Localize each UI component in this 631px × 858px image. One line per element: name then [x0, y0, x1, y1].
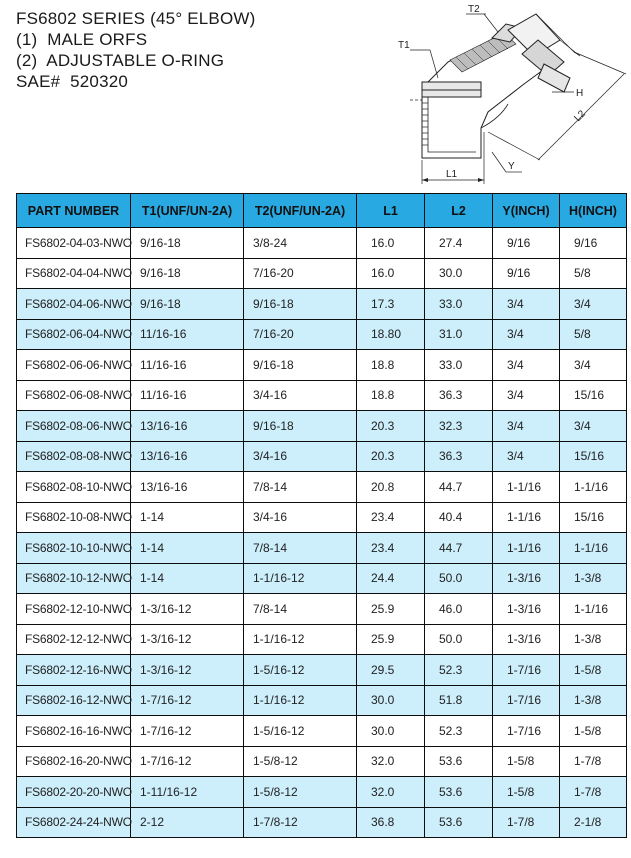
cell-part-number: FS6802-04-03-NWO [17, 228, 131, 259]
cell-y: 1-7/16 [493, 685, 560, 716]
cell-l1: 18.8 [357, 350, 425, 381]
cell-t1: 13/16-16 [131, 411, 244, 442]
table-row [17, 380, 627, 411]
label-y: Y [508, 161, 515, 172]
table-row [17, 746, 627, 777]
cell-h: 3/4 [560, 289, 627, 320]
cell-l2: 44.7 [425, 533, 493, 564]
cell-part-number: FS6802-08-06-NWO [17, 411, 131, 442]
cell-h: 2-1/8 [560, 807, 627, 838]
cell-t1: 1-14 [131, 533, 244, 564]
cell-part-number: FS6802-06-06-NWO [17, 350, 131, 381]
cell-l2: 36.3 [425, 441, 493, 472]
cell-t2: 1-5/16-12 [244, 716, 357, 747]
cell-h: 15/16 [560, 502, 627, 533]
cell-t2: 3/4-16 [244, 441, 357, 472]
cell-y: 1-3/16 [493, 563, 560, 594]
cell-h: 5/8 [560, 319, 627, 350]
cell-l2: 27.4 [425, 228, 493, 259]
t1-thread-lines [422, 103, 428, 145]
table-row [17, 624, 627, 655]
cell-l1: 20.3 [357, 441, 425, 472]
cell-part-number: FS6802-04-06-NWO [17, 289, 131, 320]
cell-t2: 1-7/8-12 [244, 807, 357, 838]
cell-l1: 20.3 [357, 411, 425, 442]
cell-part-number: FS6802-16-20-NWO [17, 746, 131, 777]
cell-l2: 31.0 [425, 319, 493, 350]
cell-y: 1-3/16 [493, 624, 560, 655]
cell-h: 1-3/8 [560, 624, 627, 655]
cell-h: 1-1/16 [560, 594, 627, 625]
cell-t2: 7/8-14 [244, 533, 357, 564]
label-l2: L2 [572, 108, 588, 125]
cell-l1: 29.5 [357, 655, 425, 686]
cell-y: 9/16 [493, 258, 560, 289]
cell-l2: 53.6 [425, 807, 493, 838]
cell-y: 1-1/16 [493, 472, 560, 503]
cell-l2: 32.3 [425, 411, 493, 442]
table-row [17, 502, 627, 533]
elbow-fitting-diagram [388, 0, 631, 190]
cell-t2: 1-5/8-12 [244, 746, 357, 777]
cell-part-number: FS6802-12-10-NWO [17, 594, 131, 625]
cell-l1: 30.0 [357, 685, 425, 716]
table-body [17, 228, 627, 838]
cell-t2: 1-1/16-12 [244, 563, 357, 594]
table-row [17, 472, 627, 503]
cell-t1: 1-14 [131, 563, 244, 594]
table-row [17, 319, 627, 350]
cell-part-number: FS6802-12-12-NWO [17, 624, 131, 655]
cell-l1: 23.4 [357, 533, 425, 564]
cell-h: 1-3/8 [560, 685, 627, 716]
cell-t2: 9/16-18 [244, 411, 357, 442]
table-header-row [17, 194, 627, 228]
table-row [17, 655, 627, 686]
cell-l2: 50.0 [425, 563, 493, 594]
cell-part-number: FS6802-10-12-NWO [17, 563, 131, 594]
col-header-part-number: PART NUMBER [17, 194, 131, 228]
part-specs-table [16, 193, 627, 838]
table-row [17, 350, 627, 381]
cell-y: 1-1/16 [493, 533, 560, 564]
cell-h: 1-7/8 [560, 777, 627, 808]
cell-y: 9/16 [493, 228, 560, 259]
table-row [17, 685, 627, 716]
cell-l2: 51.8 [425, 685, 493, 716]
cell-l2: 44.7 [425, 472, 493, 503]
cell-l2: 33.0 [425, 350, 493, 381]
cell-y: 1-5/8 [493, 777, 560, 808]
spec-line-male-orfs: (1) MALE ORFS [16, 30, 148, 49]
cell-part-number: FS6802-08-08-NWO [17, 441, 131, 472]
cell-y: 3/4 [493, 380, 560, 411]
cell-t2: 7/16-20 [244, 319, 357, 350]
cell-l2: 50.0 [425, 624, 493, 655]
cell-part-number: FS6802-04-04-NWO [17, 258, 131, 289]
cell-part-number: FS6802-10-08-NWO [17, 502, 131, 533]
col-header-l1: L1 [357, 194, 425, 228]
cell-y: 1-7/16 [493, 655, 560, 686]
cell-l2: 53.6 [425, 746, 493, 777]
spec-line-adjustable-o-ring: (2) ADJUSTABLE O-RING [16, 51, 225, 70]
cell-t1: 9/16-18 [131, 258, 244, 289]
cell-t1: 9/16-18 [131, 228, 244, 259]
cell-y: 3/4 [493, 411, 560, 442]
cell-h: 5/8 [560, 258, 627, 289]
cell-y: 1-3/16 [493, 594, 560, 625]
table-row [17, 594, 627, 625]
table-row [17, 807, 627, 838]
cell-t1: 1-7/16-12 [131, 685, 244, 716]
cell-l1: 18.80 [357, 319, 425, 350]
cell-l1: 16.0 [357, 228, 425, 259]
cell-t2: 3/4-16 [244, 380, 357, 411]
col-header-y: Y(INCH) [493, 194, 560, 228]
cell-l2: 33.0 [425, 289, 493, 320]
col-header-t1: T1(UNF/UN-2A) [131, 194, 244, 228]
cell-l2: 30.0 [425, 258, 493, 289]
cell-l1: 32.0 [357, 746, 425, 777]
series-header [16, 8, 256, 92]
cell-part-number: FS6802-06-04-NWO [17, 319, 131, 350]
cell-l1: 25.9 [357, 624, 425, 655]
table-row [17, 411, 627, 442]
cell-part-number: FS6802-20-20-NWO [17, 777, 131, 808]
cell-y: 3/4 [493, 289, 560, 320]
cell-y: 3/4 [493, 441, 560, 472]
cell-t1: 1-14 [131, 502, 244, 533]
cell-t1: 11/16-16 [131, 319, 244, 350]
cell-t2: 7/16-20 [244, 258, 357, 289]
cell-t2: 9/16-18 [244, 350, 357, 381]
cell-l1: 18.8 [357, 380, 425, 411]
cell-y: 1-7/8 [493, 807, 560, 838]
cell-t1: 1-3/16-12 [131, 594, 244, 625]
cell-t1: 1-7/16-12 [131, 746, 244, 777]
cell-h: 1-5/8 [560, 655, 627, 686]
cell-l2: 53.6 [425, 777, 493, 808]
cell-h: 1-3/8 [560, 563, 627, 594]
cell-l1: 16.0 [357, 258, 425, 289]
label-t1: T1 [398, 40, 410, 51]
cell-h: 1-5/8 [560, 716, 627, 747]
cell-h: 3/4 [560, 411, 627, 442]
table-row [17, 533, 627, 564]
cell-t2: 1-5/16-12 [244, 655, 357, 686]
series-title: FS6802 SERIES (45° ELBOW) [16, 9, 256, 28]
cell-l2: 40.4 [425, 502, 493, 533]
col-header-l2: L2 [425, 194, 493, 228]
cell-h: 1-1/16 [560, 533, 627, 564]
cell-t1: 1-3/16-12 [131, 655, 244, 686]
cell-l1: 20.8 [357, 472, 425, 503]
table-row [17, 258, 627, 289]
cell-t2: 9/16-18 [244, 289, 357, 320]
label-h: H [576, 88, 584, 99]
cell-y: 3/4 [493, 319, 560, 350]
cell-part-number: FS6802-06-08-NWO [17, 380, 131, 411]
cell-l2: 46.0 [425, 594, 493, 625]
cell-h: 9/16 [560, 228, 627, 259]
cell-y: 1-5/8 [493, 746, 560, 777]
cell-l2: 52.3 [425, 716, 493, 747]
cell-l1: 36.8 [357, 807, 425, 838]
cell-t1: 9/16-18 [131, 289, 244, 320]
col-header-t2: T2(UNF/UN-2A) [244, 194, 357, 228]
cell-part-number: FS6802-16-12-NWO [17, 685, 131, 716]
cell-part-number: FS6802-10-10-NWO [17, 533, 131, 564]
table-row [17, 289, 627, 320]
cell-l2: 52.3 [425, 655, 493, 686]
cell-t1: 13/16-16 [131, 441, 244, 472]
cell-part-number: FS6802-24-24-NWO [17, 807, 131, 838]
table-row [17, 716, 627, 747]
cell-t2: 3/8-24 [244, 228, 357, 259]
cell-y: 1-1/16 [493, 502, 560, 533]
cell-part-number: FS6802-16-16-NWO [17, 716, 131, 747]
cell-t1: 11/16-16 [131, 350, 244, 381]
cell-h: 15/16 [560, 380, 627, 411]
cell-l1: 24.4 [357, 563, 425, 594]
cell-t1: 1-3/16-12 [131, 624, 244, 655]
cell-y: 1-7/16 [493, 716, 560, 747]
cell-h: 3/4 [560, 350, 627, 381]
cell-t2: 3/4-16 [244, 502, 357, 533]
cell-l1: 17.3 [357, 289, 425, 320]
cell-part-number: FS6802-08-10-NWO [17, 472, 131, 503]
cell-t1: 2-12 [131, 807, 244, 838]
cell-t2: 1-1/16-12 [244, 624, 357, 655]
cell-t2: 7/8-14 [244, 594, 357, 625]
col-header-h: H(INCH) [560, 194, 627, 228]
cell-t1: 13/16-16 [131, 472, 244, 503]
table-row [17, 777, 627, 808]
cell-h: 15/16 [560, 441, 627, 472]
cell-h: 1-1/16 [560, 472, 627, 503]
cell-part-number: FS6802-12-16-NWO [17, 655, 131, 686]
label-l1: L1 [446, 169, 458, 180]
label-t2: T2 [468, 4, 480, 15]
cell-l1: 30.0 [357, 716, 425, 747]
cell-y: 3/4 [493, 350, 560, 381]
cell-l2: 36.3 [425, 380, 493, 411]
table-row [17, 441, 627, 472]
cell-h: 1-7/8 [560, 746, 627, 777]
table-row [17, 228, 627, 259]
cell-t2: 7/8-14 [244, 472, 357, 503]
cell-t1: 1-7/16-12 [131, 716, 244, 747]
cell-t1: 1-11/16-12 [131, 777, 244, 808]
cell-t2: 1-5/8-12 [244, 777, 357, 808]
cell-l1: 23.4 [357, 502, 425, 533]
cell-l1: 32.0 [357, 777, 425, 808]
cell-l1: 25.9 [357, 594, 425, 625]
cell-t1: 11/16-16 [131, 380, 244, 411]
cell-t2: 1-1/16-12 [244, 685, 357, 716]
table-row [17, 563, 627, 594]
sae-number: SAE# 520320 [16, 72, 129, 91]
